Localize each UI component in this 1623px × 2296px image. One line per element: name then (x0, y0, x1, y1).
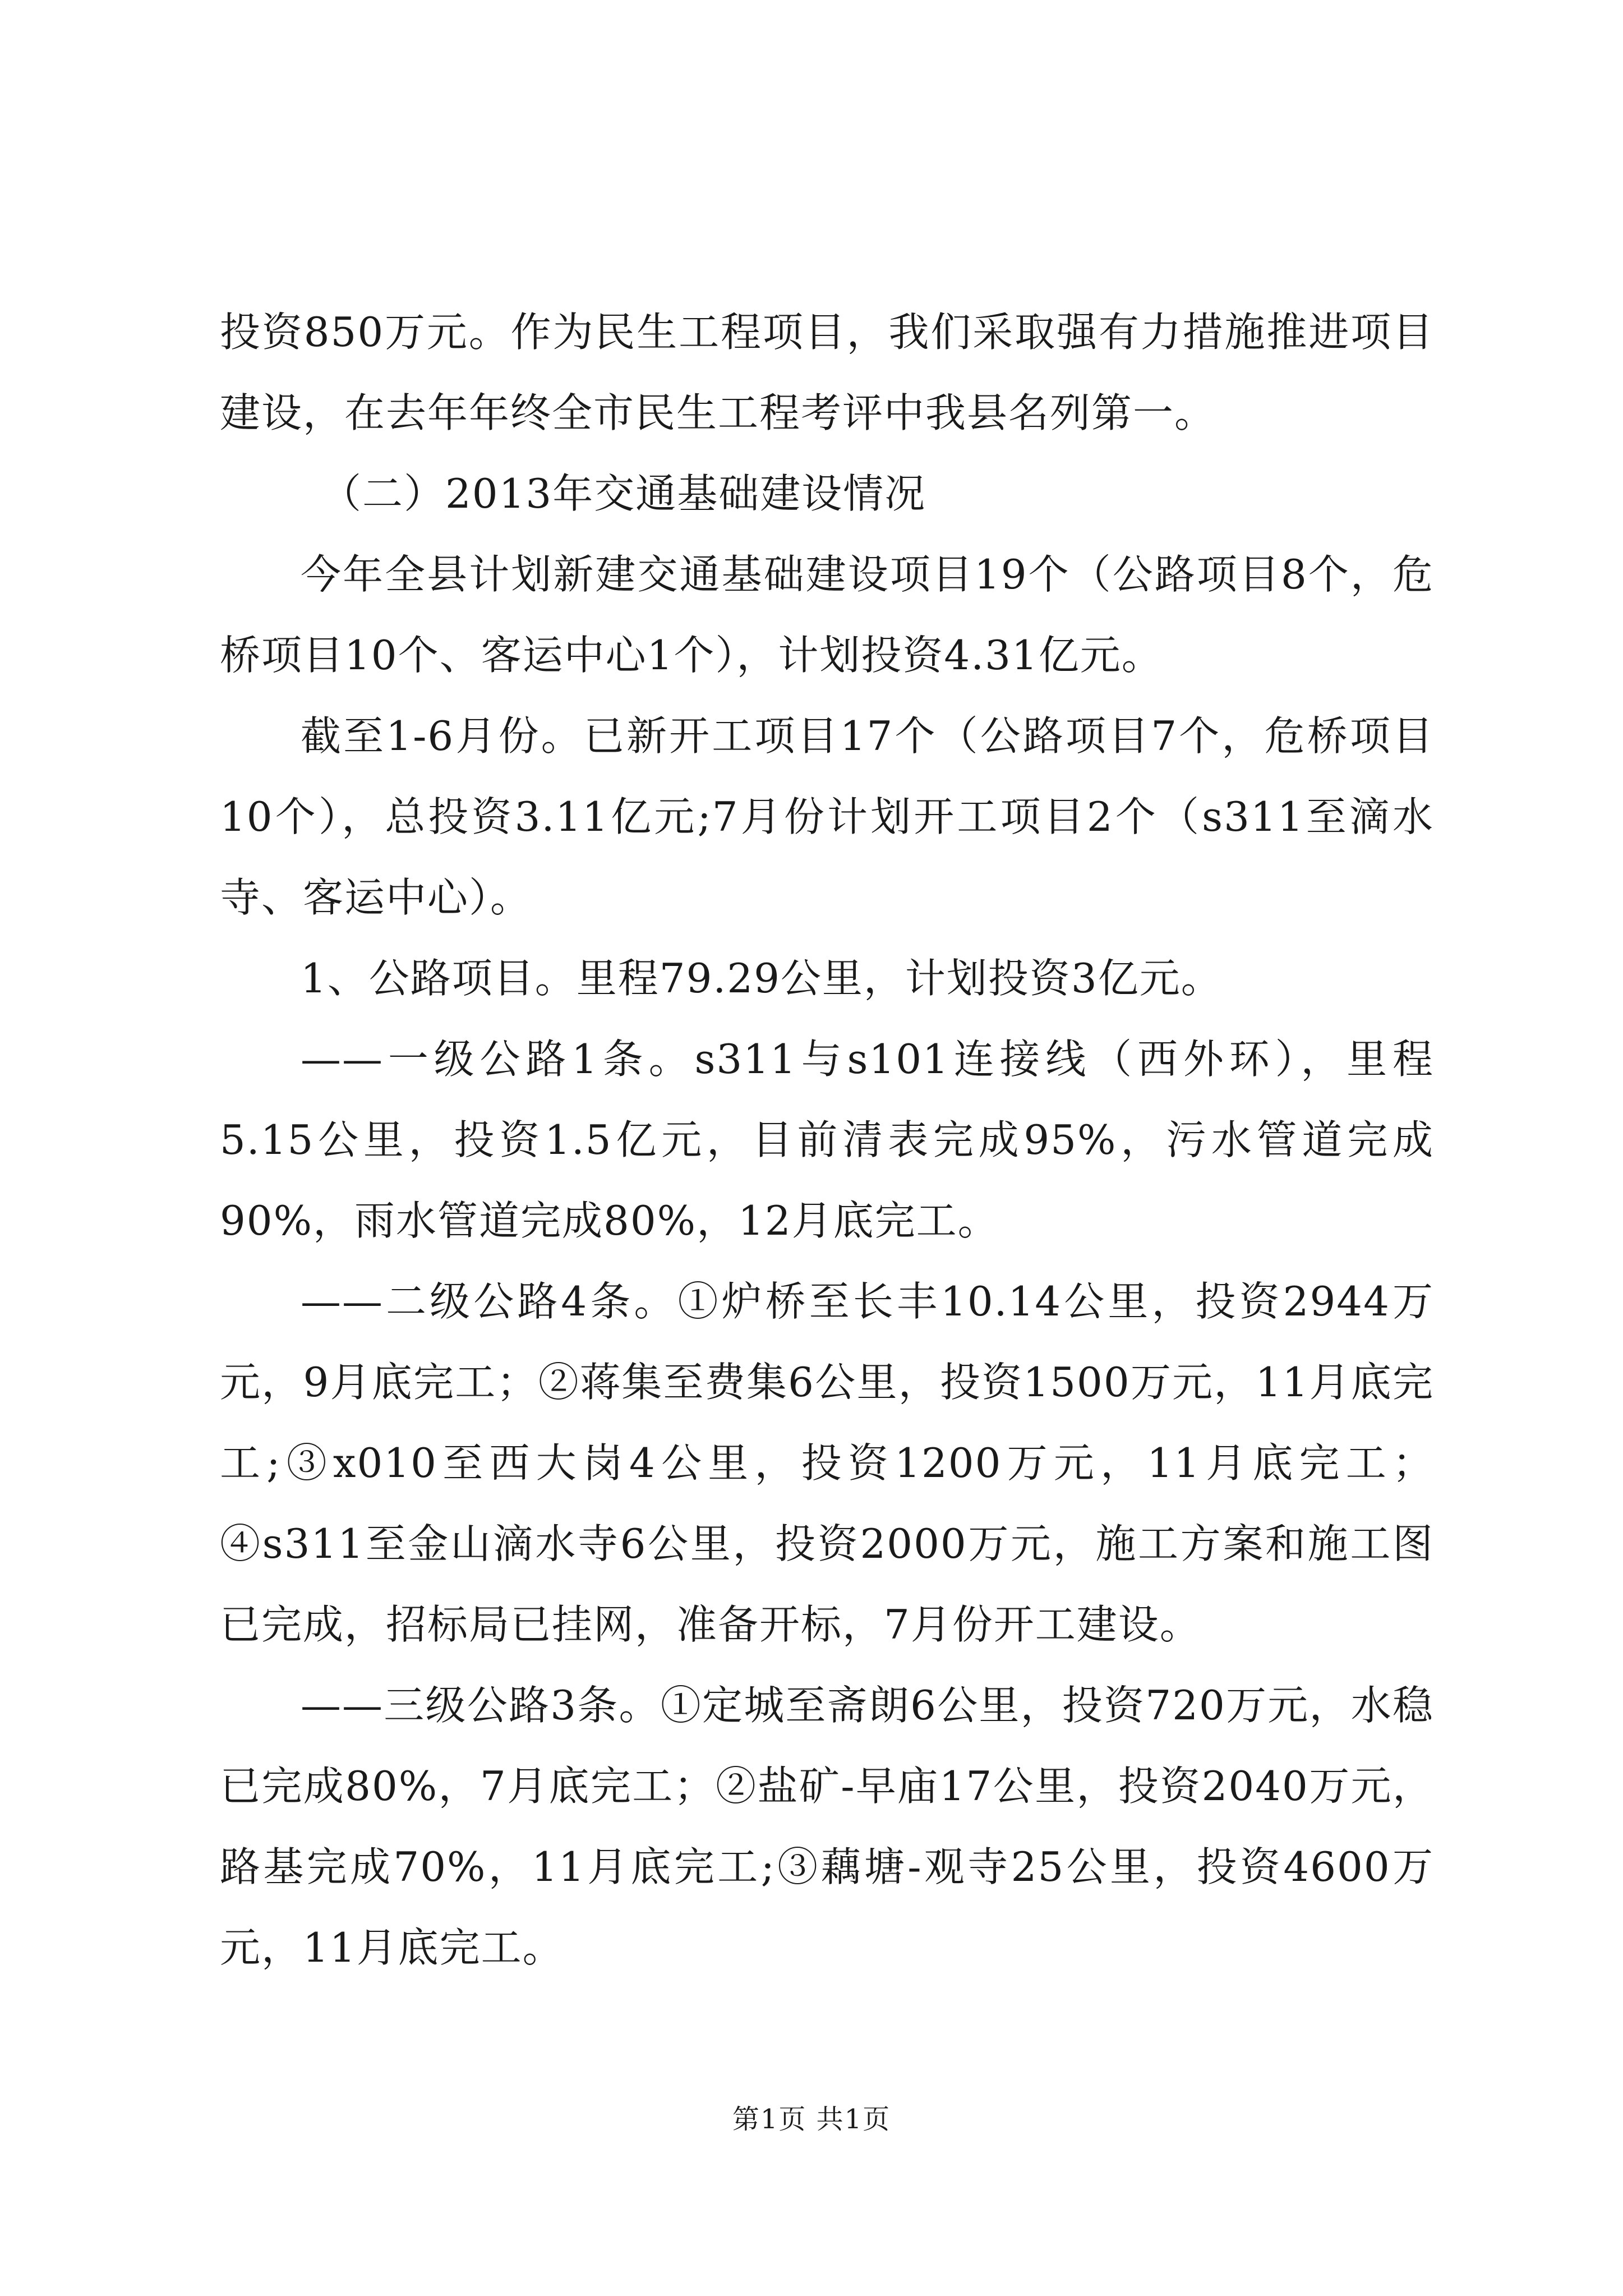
section-heading-2013: （二）2013年交通基础建设情况 (321, 470, 926, 517)
page-footer: 第1页 共1页 (732, 2104, 891, 2135)
paragraph-class-two-roads: ——二级公路4条。①炉桥至长丰10.14公里，投资2944万元，9月底完工；②蒋集至费集6公里，投资1500万元，11月底完工;③x010至西大岗4公里，投资1200万元，11月底完工；④s311至金山滴水寺6公里，投资2000万元，施工方案和施工图已完成，招标局已挂网，准备开标，7月份开工建设。 (220, 1278, 1434, 1648)
paragraph-road-projects: 1、公路项目。里程79.29公里，计划投资3亿元。 (301, 955, 1223, 1002)
document-body (220, 292, 1434, 1988)
paragraph-investment-intro: 投资850万元。作为民生工程项目，我们采取强有力措施推进项目建设，在去年年终全市民生工程考评中我县名列第一。 (220, 309, 1434, 436)
paragraph-class-one-road: ——一级公路1条。s311与s101连接线（西外环），里程5.15公里，投资1.5亿元，目前清表完成95%，污水管道完成90%，雨水管道完成80%，12月底完工。 (220, 1036, 1434, 1244)
paragraph-class-three-roads: ——三级公路3条。①定城至斋朗6公里，投资720万元，水稳已完成80%，7月底完工；②盐矿-早庙17公里，投资2040万元，路基完成70%，11月底完工;③藕塘-观寺25公里，投资4600万元，11月底完工。 (220, 1682, 1434, 1971)
paragraph-plan-overview: 今年全县计划新建交通基础建设项目19个（公路项目8个，危桥项目10个、客运中心1个），计划投资4.31亿元。 (220, 551, 1434, 679)
paragraph-progress: 截至1-6月份。已新开工项目17个（公路项目7个，危桥项目10个），总投资3.11亿元;7月份计划开工项目2个（s311至滴水寺、客运中心）。 (220, 712, 1434, 921)
